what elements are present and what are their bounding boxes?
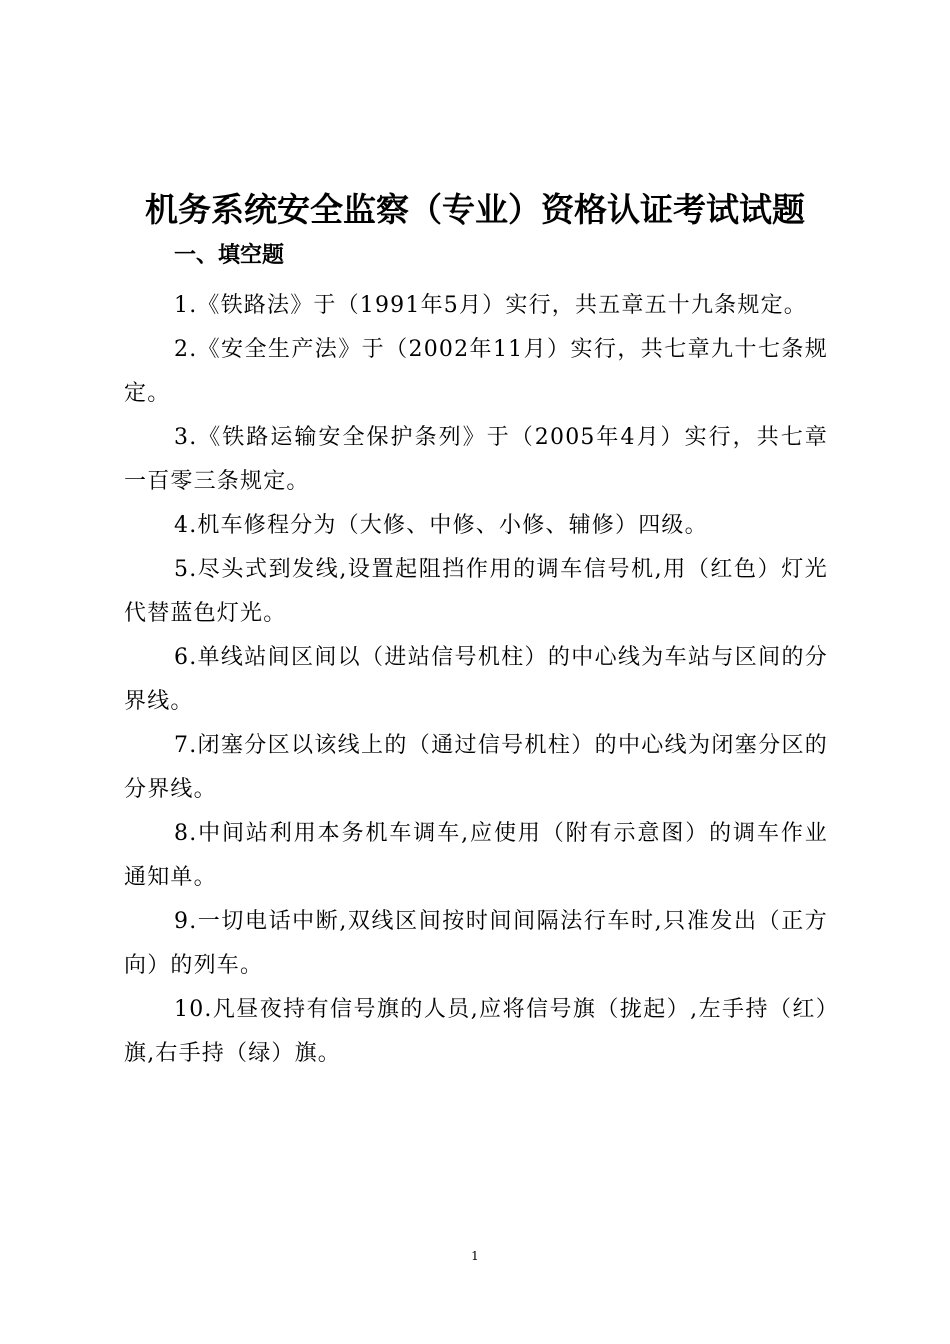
question-item: 5.尽头式到发线,设置起阻挡作用的调车信号机,用（红色）灯光代替蓝色灯光。 <box>124 557 828 626</box>
question-item: 10.凡昼夜持有信号旗的人员,应将信号旗（拢起）,左手持（红）旗,右手持（绿）旗。 <box>124 997 828 1066</box>
question-item: 8.中间站利用本务机车调车,应使用（附有示意图）的调车作业通知单。 <box>124 821 828 890</box>
question-item: 3.《铁路运输安全保护条列》于（2005年4月）实行，共七章一百零三条规定。 <box>124 425 828 494</box>
question-item: 2.《安全生产法》于（2002年11月）实行，共七章九十七条规定。 <box>124 337 828 406</box>
section-heading: 一、填空题 <box>174 243 285 268</box>
question-item: 4.机车修程分为（大修、中修、小修、辅修）四级。 <box>174 513 708 538</box>
page-number: 1 <box>471 1249 479 1263</box>
document-title: 机务系统安全监察（专业）资格认证考试试题 <box>145 190 805 229</box>
question-item: 7.闭塞分区以该线上的（通过信号机柱）的中心线为闭塞分区的分界线。 <box>124 733 828 802</box>
question-item: 6.单线站间区间以（进站信号机柱）的中心线为车站与区间的分界线。 <box>124 645 828 714</box>
question-item: 9.一切电话中断,双线区间按时间间隔法行车时,只准发出（正方向）的列车。 <box>124 909 828 978</box>
question-list <box>124 284 828 1076</box>
question-item: 1.《铁路法》于（1991年5月）实行，共五章五十九条规定。 <box>174 293 807 318</box>
